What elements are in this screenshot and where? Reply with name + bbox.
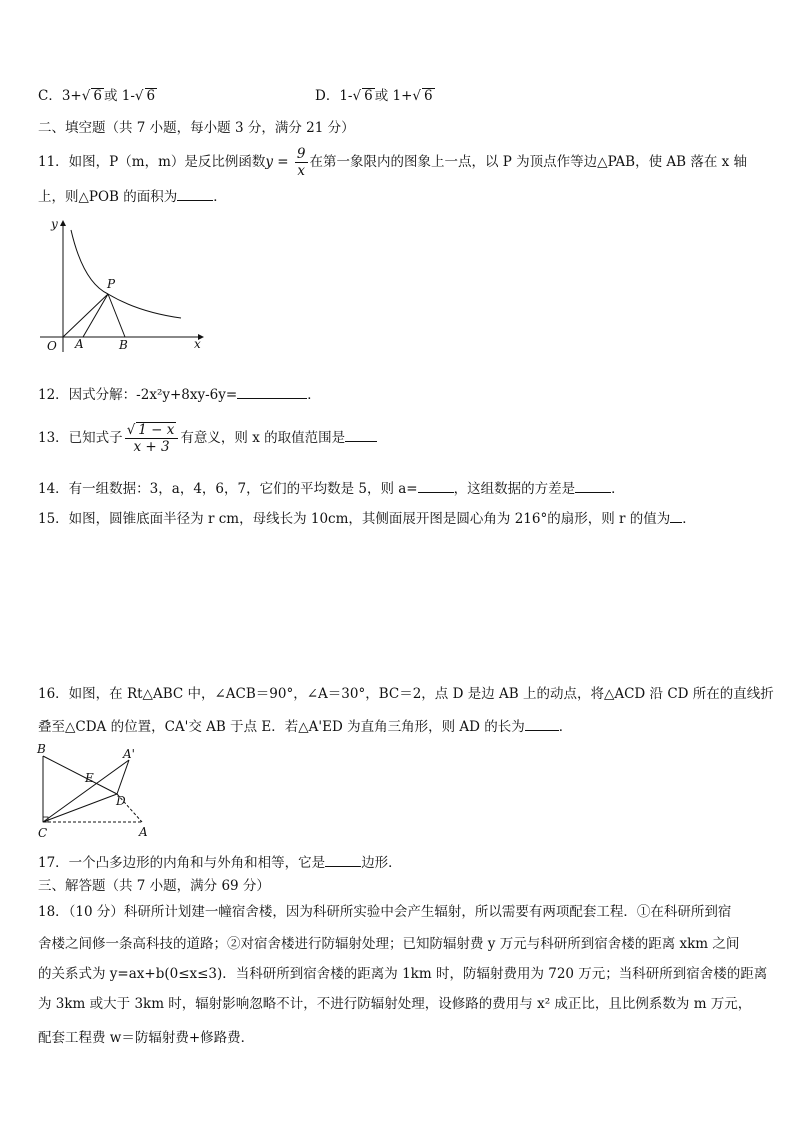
q11-part2: 在第一象限内的图象上一点，以 P 为顶点作等边△PAB，使 AB 落在 x 轴 [309, 154, 748, 170]
label-a-prime: A' [123, 747, 135, 761]
q12-end: ． [307, 387, 321, 403]
q17-part1: 17．一个凸多边形的内角和与外角和相等，它是 [38, 855, 326, 871]
q11-line2-text: 上，则△POB 的面积为 [38, 189, 178, 205]
sqrt-symbol: √ [134, 88, 144, 104]
answer-blank [345, 427, 377, 442]
q11-end: ． [213, 189, 227, 205]
q18-line3: 的关系式为 y=ax+b(0≤x≤3)．当科研所到宿舍楼的距离为 1km 时，防辐射费用为 720 万元；当科研所到宿舍楼的距离 [38, 966, 768, 982]
answer-blank [575, 478, 611, 493]
q16-line2 [38, 716, 758, 737]
label-d: D [116, 794, 126, 808]
segment-cd [43, 794, 117, 822]
q16-figure [34, 742, 164, 842]
q15-text: 15．如图，圆锥底面半径为 r cm，母线长为 10cm，其侧面展开图是圆心角为 216°的扇形，则 r 的值为 [38, 511, 671, 527]
q16-end: ． [558, 719, 573, 735]
q18-line4: 为 3km 或大于 3km 时，辐射影响忽略不计，不进行防辐射处理，设修路的费用与 x² 成正比，且比例系数为 m 万元， [38, 996, 752, 1012]
option-d-radicand-b: 6 [424, 88, 433, 104]
answer-blank [237, 384, 307, 399]
segment-bd [43, 756, 117, 794]
label-a: A [75, 337, 84, 351]
q12-line [38, 384, 758, 405]
segment-a-prime-d [117, 760, 129, 794]
q13-fraction [125, 422, 179, 455]
answer-blank [670, 508, 682, 523]
q16-line2-text: 叠至△CDA 的位置，CA'交 AB 于点 E．若△A'ED 为直角三角形，则 AD 的长为 [38, 719, 525, 735]
label-p: P [107, 277, 116, 291]
q16-line1: 16．如图，在 Rt△ABC 中，∠ACB＝90°，∠A＝30°，BC＝2，点 D 是边 AB 上的动点，将△ACD 沿 CD 所在的直线折 [38, 686, 774, 702]
q11-part1: 11．如图，P（m，m）是反比例函数 [38, 154, 266, 170]
q11-line2 [38, 186, 758, 207]
q12-text: 12．因式分解：-2x²y+8xy-6y= [38, 387, 238, 403]
sqrt-symbol: √ [412, 88, 421, 104]
q11-line1 [38, 146, 758, 179]
label-o: O [47, 339, 57, 353]
sqrt-symbol: √ [352, 88, 362, 104]
q13-frac-num [125, 422, 179, 439]
segment-op [63, 294, 108, 337]
answer-blank [325, 852, 361, 867]
q14-part2: ，这组数据的方差是 [453, 481, 576, 497]
segment-pa [83, 294, 108, 337]
option-c-radicand-a: 6 [93, 88, 102, 104]
q14-end: ． [611, 481, 625, 497]
option-d-label: D．1- [315, 88, 353, 104]
section2-title: 二、填空题（共 7 小题，每小题 3 分，满分 21 分） [38, 120, 355, 136]
segment-pb [108, 294, 125, 337]
option-d-or: 或 1+ [374, 88, 413, 104]
option-c-radicand-b: 6 [146, 88, 156, 104]
q13-part1: 13．已知式子 [38, 430, 123, 446]
q13-line [38, 422, 758, 455]
answer-blank [418, 478, 454, 493]
q13-frac-den: x + 3 [133, 439, 170, 455]
q14-part1: 14．有一组数据：3，a，4，6，7，它们的平均数是 5，则 a= [38, 481, 418, 497]
q14-line [38, 478, 758, 499]
q13-radicand: 1 − x [138, 422, 175, 438]
y-axis-arrow [60, 220, 66, 226]
label-b: B [37, 742, 46, 756]
q18-line2: 舍楼之间修一条高科技的道路；②对宿舍楼进行防辐射处理；已知防辐射费 y 万元与科研所到宿舍楼的距离 xkm 之间 [38, 936, 740, 952]
q11-figure [38, 212, 208, 354]
answer-blank [525, 716, 559, 731]
segment-ca-prime [43, 760, 129, 822]
label-b: B [119, 338, 128, 352]
label-e: E [85, 771, 94, 785]
label-c: C [38, 826, 48, 840]
answer-blank [177, 186, 213, 201]
q11-frac-den: x [297, 163, 306, 179]
label-y: y [51, 217, 58, 231]
q11-eq: = [273, 154, 293, 170]
section3-title: 三、解答题（共 7 小题，满分 69 分） [38, 878, 270, 894]
option-c-label: C．3+ [38, 88, 82, 104]
option-d-row [315, 86, 758, 106]
q17-part2: 边形． [361, 855, 402, 871]
label-x: x [194, 337, 201, 351]
q11-frac-num: 9 [296, 146, 306, 162]
q18-line1: 18．（10 分）科研所计划建一幢宿舍楼，因为科研所实验中会产生辐射，所以需要有两项配套工程．①在科研所到宿 [38, 904, 732, 920]
sqrt-symbol: √ [126, 422, 136, 438]
hyperbola-curve [71, 230, 181, 318]
q15-end: ． [682, 511, 696, 527]
q17-line [38, 852, 758, 873]
q11-func-lhs: y [265, 154, 274, 170]
q18-line5: 配套工程费 w＝防辐射费+修路费． [38, 1030, 255, 1046]
label-a: A [139, 825, 148, 839]
option-d-radicand-a: 6 [364, 88, 373, 104]
option-c-or: 或 1- [103, 88, 135, 104]
q13-part2: 有意义，则 x 的取值范围是 [180, 430, 346, 446]
q15-line [38, 508, 758, 529]
q11-fraction [295, 146, 308, 179]
sqrt-symbol: √ [81, 88, 91, 104]
